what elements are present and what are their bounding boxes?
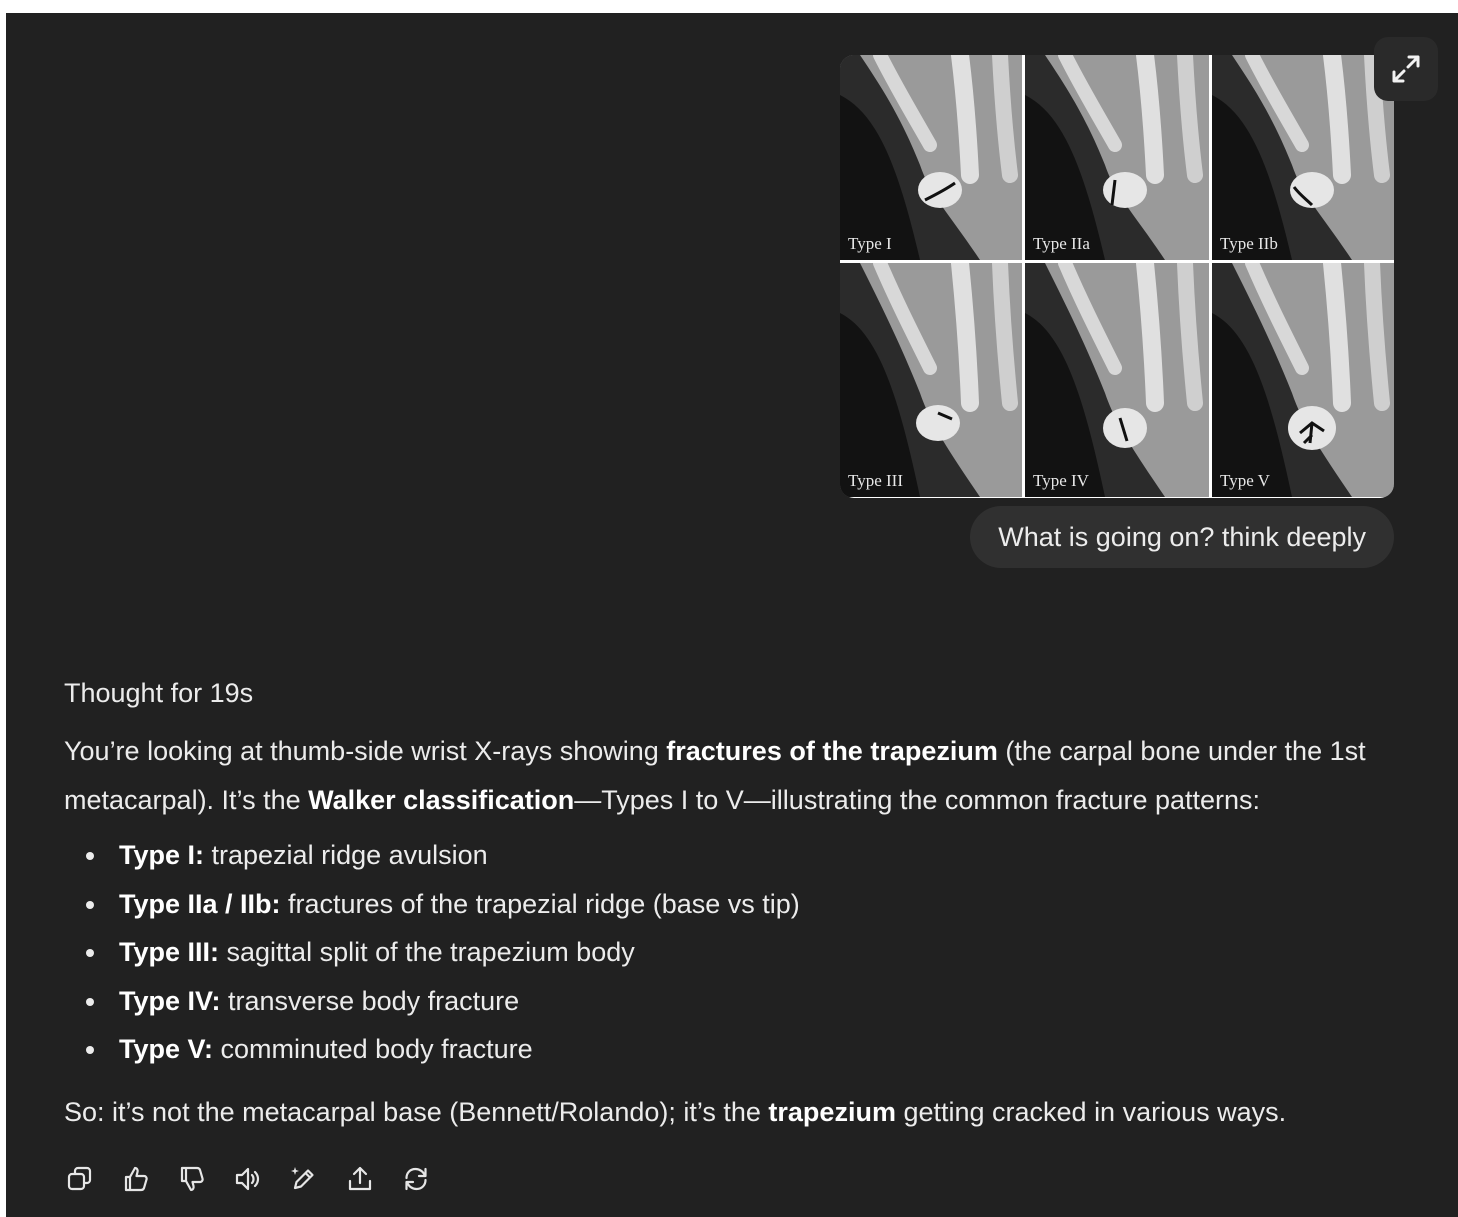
panel-caption: Type IIb	[1220, 234, 1278, 253]
xray-panel-type-3	[840, 263, 1022, 497]
list-item	[64, 928, 1404, 977]
list-item-label: Type III:	[119, 937, 220, 967]
assistant-message	[64, 673, 1404, 1137]
list-item-label: Type IV:	[119, 985, 221, 1016]
panel-caption: Type III	[848, 471, 903, 490]
good-response-button[interactable]	[118, 1161, 153, 1196]
xray-panel-type-5	[1212, 263, 1394, 497]
chat-window	[6, 13, 1458, 1217]
read-aloud-button[interactable]	[230, 1161, 265, 1196]
edit-canvas-button[interactable]	[286, 1161, 321, 1196]
read-aloud-icon	[233, 1164, 263, 1194]
conclusion-text: getting cracked in various ways.	[895, 1096, 1287, 1127]
conclusion-bold: trapezium	[768, 1096, 896, 1127]
bad-response-button[interactable]	[174, 1161, 209, 1196]
regenerate-icon	[401, 1164, 431, 1194]
expand-icon	[1388, 51, 1424, 87]
xray-panel-type-2b	[1212, 55, 1394, 260]
conclusion-paragraph	[64, 1088, 1404, 1137]
list-item-label: Type I:	[119, 840, 205, 870]
list-item-text: transverse body fracture	[220, 985, 520, 1016]
intro-text: You’re looking at thumb-side wrist X-rays showing	[64, 736, 667, 766]
uploaded-image[interactable]	[840, 55, 1394, 498]
intro-text: —Types I to V—illustrating the common fracture patterns:	[574, 785, 1261, 815]
list-item-text: sagittal split of the trapezium body	[219, 937, 635, 967]
list-item	[64, 880, 1404, 929]
thumbs-down-icon	[177, 1164, 207, 1194]
panel-caption: Type IIa	[1033, 234, 1090, 253]
intro-bold: fractures of the trapezium	[666, 736, 998, 766]
list-item-text: fractures of the trapezial ridge (base vs tip)	[280, 888, 800, 919]
expand-image-button[interactable]	[1374, 37, 1438, 101]
list-item-label: Type V:	[119, 1034, 214, 1064]
intro-paragraph	[64, 727, 1404, 825]
regenerate-button[interactable]	[398, 1161, 433, 1196]
thought-duration[interactable]: Thought for 19s	[64, 678, 254, 708]
xray-panel-type-1	[840, 55, 1022, 260]
user-message-bubble	[970, 506, 1394, 568]
list-item	[64, 831, 1404, 880]
copy-icon	[65, 1164, 95, 1194]
list-item-text: trapezial ridge avulsion	[204, 840, 488, 870]
panel-caption: Type V	[1220, 471, 1270, 490]
share-icon	[345, 1164, 375, 1194]
list-item-label: Type IIa / IIb:	[119, 888, 281, 919]
conclusion-text: So: it’s not the metacarpal base (Bennett/Rolando); it’s the	[64, 1096, 769, 1127]
list-item	[64, 977, 1404, 1026]
xray-grid	[840, 55, 1394, 498]
fracture-type-list	[64, 831, 1404, 1074]
xray-panel-type-2a	[1025, 55, 1209, 260]
intro-bold: Walker classification	[308, 785, 575, 815]
copy-button[interactable]	[62, 1161, 97, 1196]
message-actions	[62, 1161, 433, 1196]
xray-panel-type-4	[1025, 263, 1209, 497]
thumbs-up-icon	[121, 1164, 151, 1194]
panel-caption: Type IV	[1033, 471, 1089, 490]
share-button[interactable]	[342, 1161, 377, 1196]
list-item	[64, 1025, 1404, 1074]
list-item-text: comminuted body fracture	[213, 1034, 533, 1064]
user-message-text: What is going on? think deeply	[998, 521, 1366, 552]
intro-text: (the carpal bone under the 1st metacarpal). It’s the	[64, 736, 1366, 815]
edit-sparkle-icon	[289, 1164, 319, 1194]
panel-caption: Type I	[848, 234, 892, 253]
